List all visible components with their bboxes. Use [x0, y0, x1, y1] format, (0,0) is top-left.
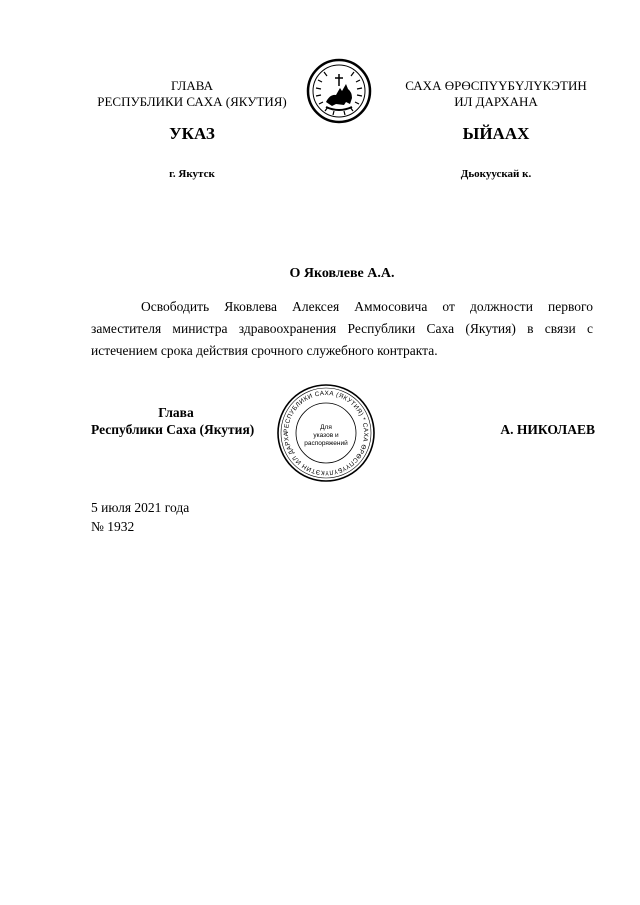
signature-position-line2: Республики Саха (Якутия): [91, 422, 255, 437]
decree-number: № 1932: [91, 519, 135, 534]
city-right: Дьокуускай к.: [460, 168, 532, 180]
signature-position-line1: Глава: [158, 405, 194, 420]
doc-type-right: ЫЙААХ: [462, 124, 530, 143]
header-right-line1: САХА ӨРӨСПҮҮБҮЛҮКЭТИН: [405, 78, 587, 93]
doc-type-left: УКАЗ: [169, 124, 215, 143]
official-seal: [276, 383, 376, 483]
svg-text:РЕСПУБЛИКИ САХА (ЯКУТИЯ) * САХ: РЕСПУБЛИКИ САХА (ЯКУТИЯ) * САХА ӨРӨСПҮҮБҮЛҮКЭТИН ИЛ ДАРХА: [282, 389, 370, 477]
header-left-line2: РЕСПУБЛИКИ САХА (ЯКУТИЯ): [97, 94, 287, 109]
seal-center-line3: распоряжений: [304, 440, 348, 447]
signature-name: А. НИКОЛАЕВ: [500, 422, 595, 437]
seal-center-line1: Для: [320, 424, 332, 431]
emblem-icon: [306, 58, 372, 124]
header-right-line2: ИЛ ДАРХАНА: [454, 94, 538, 109]
decree-title: О Яковлеве А.А.: [289, 266, 395, 281]
seal-center-text: [276, 424, 376, 448]
header-left-line1: ГЛАВА: [171, 78, 213, 93]
city-left: г. Якутск: [169, 168, 215, 180]
decree-body: Освободить Яковлева Алексея Аммосовича от должности первого заместителя министра здравоохранения Республики Саха (Якутия) в связи с истечением срока действия срочного служебного контракта.: [91, 299, 593, 358]
seal-center-line2: указов и: [313, 432, 339, 439]
decree-date: 5 июля 2021 года: [91, 500, 190, 515]
